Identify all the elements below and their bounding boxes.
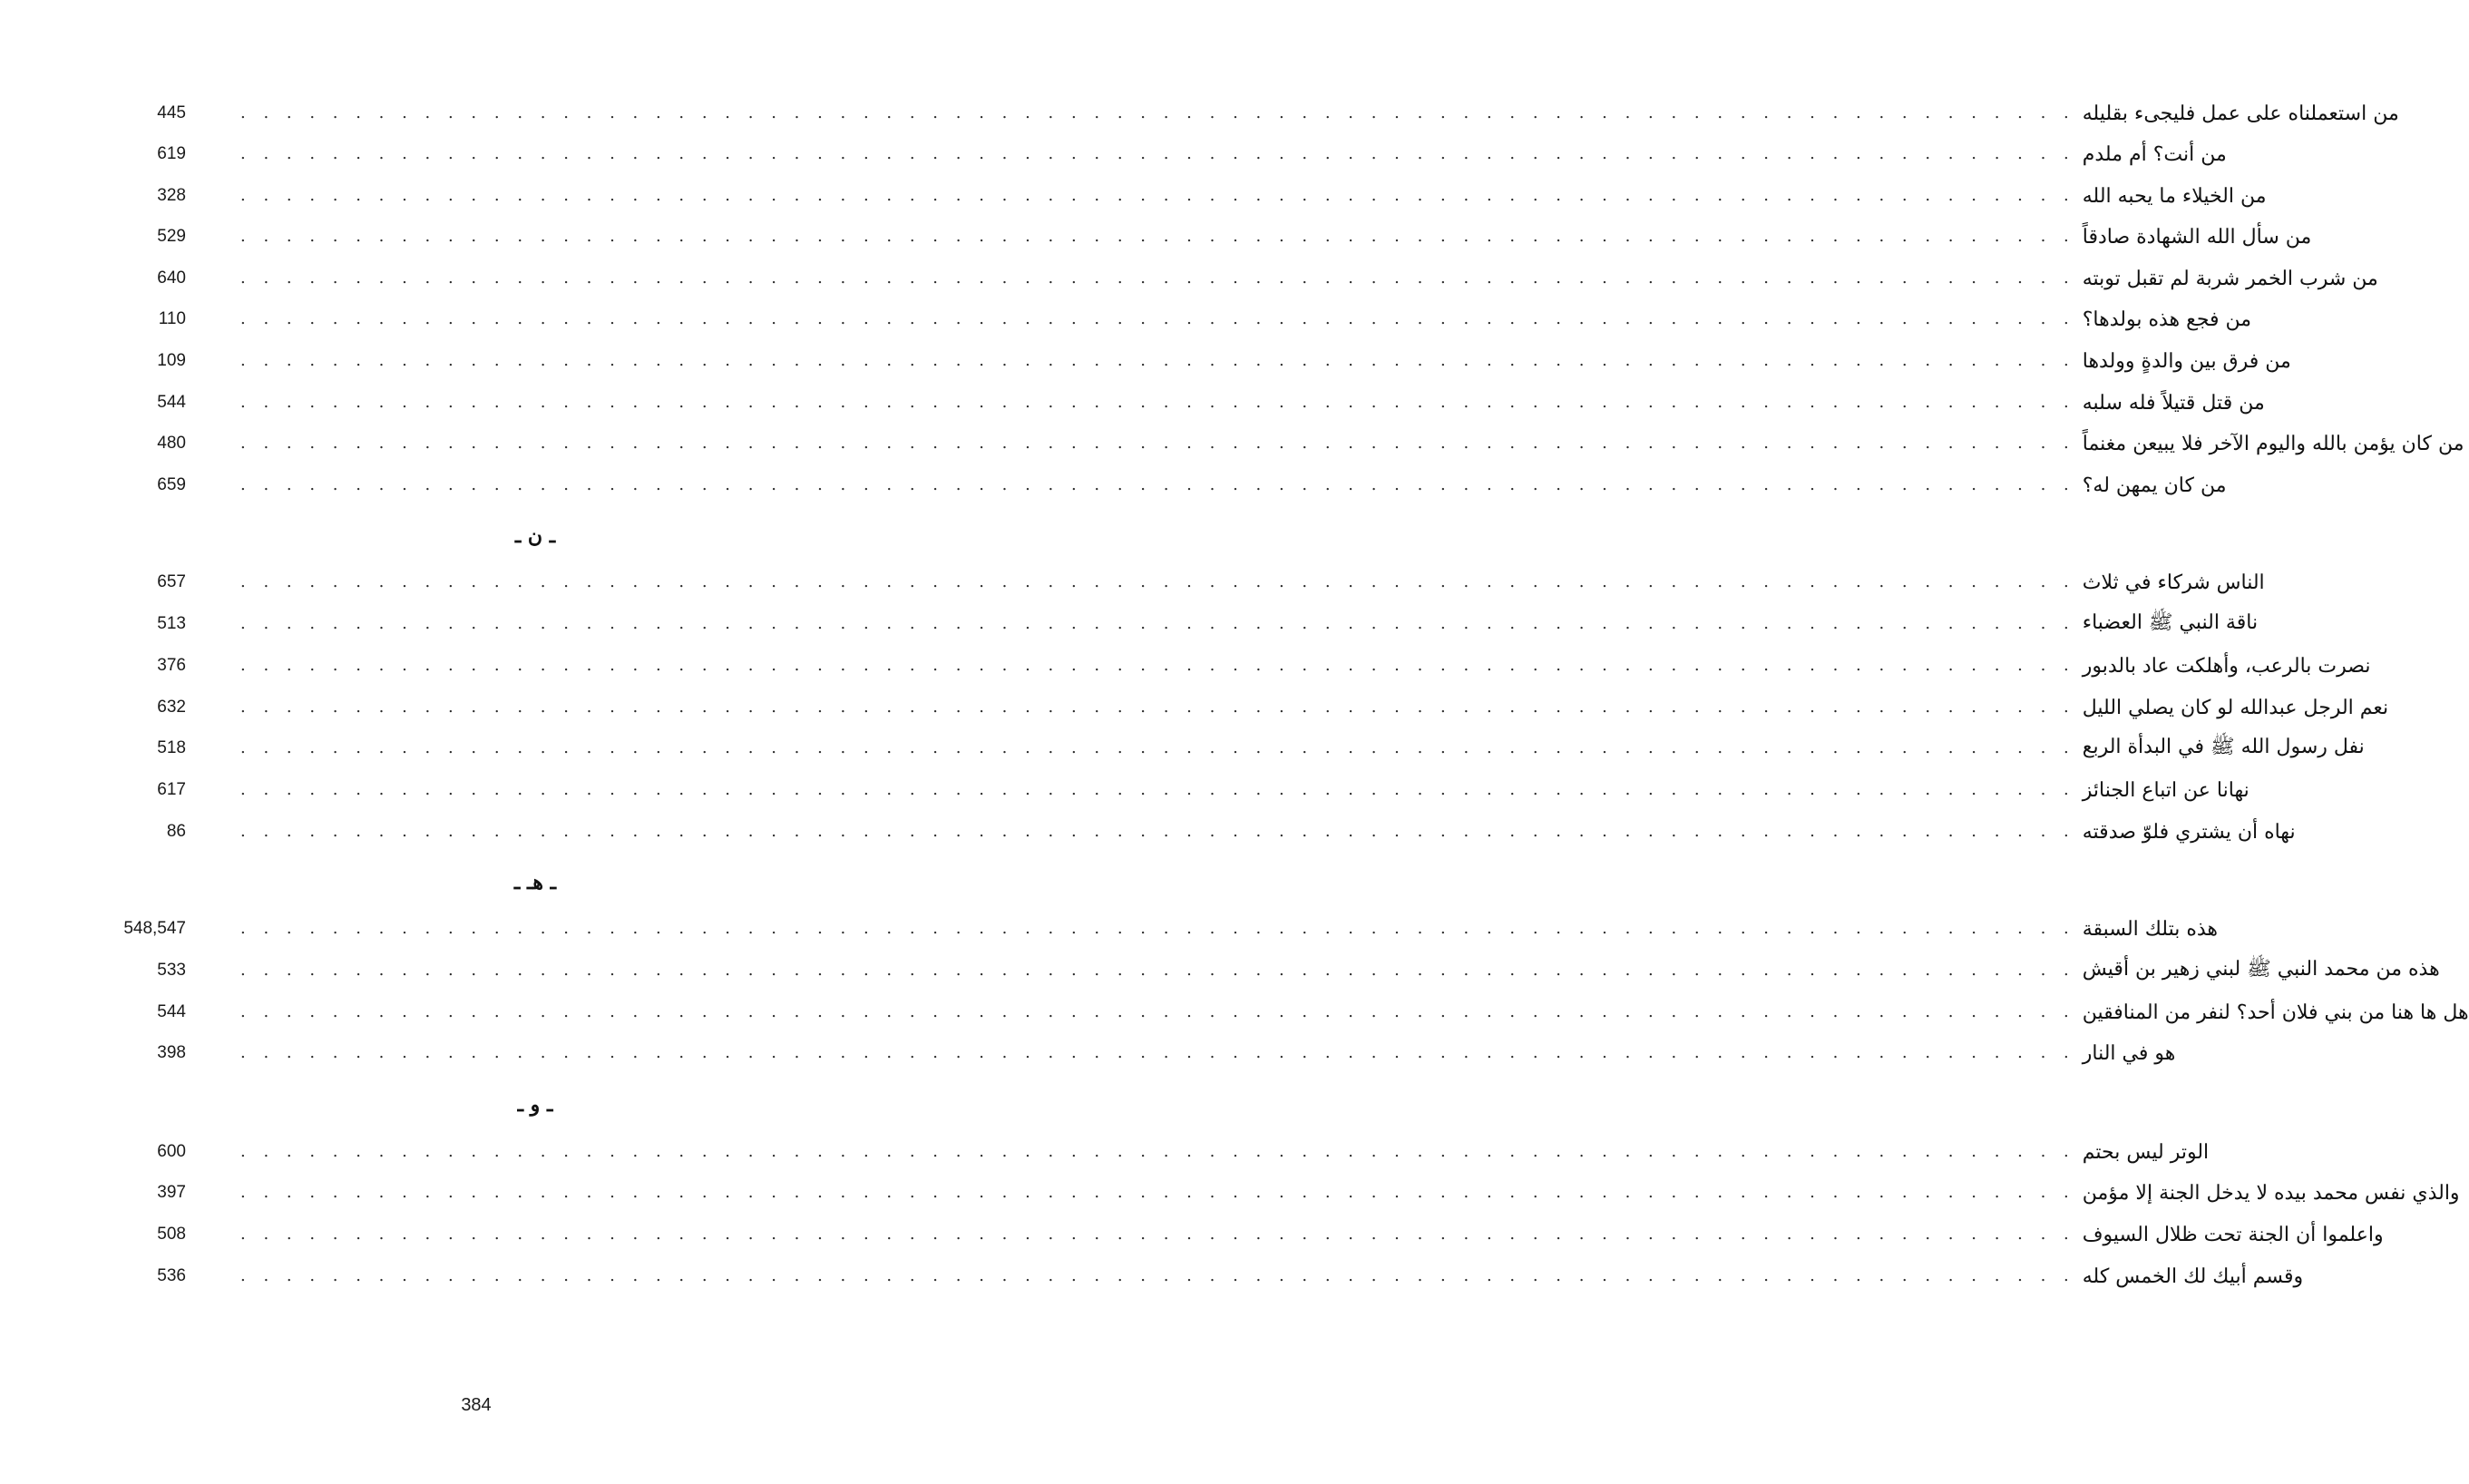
entry-page-number: 659 (157, 475, 186, 494)
entry-page-number: 600 (157, 1142, 186, 1161)
entry-text: من فجع هذه بولدها؟ (2082, 308, 2252, 331)
index-entry (86, 730, 2365, 766)
entry-text: من استعملناه على عمل فليجىء بقليله (2082, 102, 2399, 125)
dot-leader: . . . . . . . . . . . . . . . . . . . . . . . . . . . . . . . . . . . . . . . . . . . . . . . . . . . . . . . . . . . . . . . . . . . . . . . . . . . . . . . . (240, 656, 2075, 675)
entry-page-number: 480 (157, 434, 186, 453)
entry-text: من سأل الله الشهادة صادقاً (2082, 225, 2312, 249)
entry-page-number: 548,547 (123, 919, 186, 938)
dot-leader: . . . . . . . . . . . . . . . . . . . . . . . . . . . . . . . . . . . . . . . . . . . . . . . . . . . . . . . . . . . . . . . . . . . . . . . . . . . . . . . . (240, 822, 2075, 841)
entry-page-number: 110 (158, 309, 186, 328)
dot-leader: . . . . . . . . . . . . . . . . . . . . . . . . . . . . . . . . . . . . . . . . . . . . . . . . . . . . . . . . . . . . . . . . . . . . . . . . . . . . . . . . (240, 1225, 2075, 1244)
index-entry (86, 911, 2219, 947)
entry-page-number: 508 (157, 1225, 186, 1244)
entry-page-number: 536 (157, 1266, 186, 1285)
index-entry (86, 1134, 2210, 1170)
dot-leader: . . . . . . . . . . . . . . . . . . . . . . . . . . . . . . . . . . . . . . . . . . . . . . . . . . . . . . . . . . . . . . . . . . . . . . . . . . . . . . . . (240, 393, 2075, 412)
index-entry (86, 136, 2227, 172)
entry-page-number: 640 (157, 268, 186, 288)
index-entry (86, 219, 2312, 255)
index-entry (86, 1175, 2460, 1211)
entry-page-number: 518 (157, 738, 186, 757)
entry-page-number: 513 (157, 614, 186, 633)
entry-page-number: 109 (157, 351, 186, 370)
entry-text: هذه من محمد النبي ﷺ لبني زهير بن أقيش (2082, 958, 2440, 981)
dot-leader: . . . . . . . . . . . . . . . . . . . . . . . . . . . . . . . . . . . . . . . . . . . . . . . . . . . . . . . . . . . . . . . . . . . . . . . . . . . . . . . . (240, 780, 2075, 799)
entry-page-number: 376 (157, 656, 186, 675)
entry-page-number: 544 (157, 393, 186, 412)
dot-leader: . . . . . . . . . . . . . . . . . . . . . . . . . . . . . . . . . . . . . . . . . . . . . . . . . . . . . . . . . . . . . . . . . . . . . . . . . . . . . . . . (240, 738, 2075, 757)
index-entry (86, 648, 2371, 684)
dot-leader: . . . . . . . . . . . . . . . . . . . . . . . . . . . . . . . . . . . . . . . . . . . . . . . . . . . . . . . . . . . . . . . . . . . . . . . . . . . . . . . . (240, 698, 2075, 717)
entry-text: من قتل قتيلاً فله سلبه (2082, 391, 2265, 415)
entry-text: من فرق بين والدةٍ وولدها (2082, 349, 2291, 373)
entry-page-number: 328 (157, 186, 186, 205)
page-number: 384 (461, 1395, 492, 1415)
dot-leader: . . . . . . . . . . . . . . . . . . . . . . . . . . . . . . . . . . . . . . . . . . . . . . . . . . . . . . . . . . . . . . . . . . . . . . . . . . . . . . . . (240, 614, 2075, 633)
entry-page-number: 445 (157, 103, 186, 122)
dot-leader: . . . . . . . . . . . . . . . . . . . . . . . . . . . . . . . . . . . . . . . . . . . . . . . . . . . . . . . . . . . . . . . . . . . . . . . . . . . . . . . . (240, 144, 2075, 163)
entry-text: هذه بتلك السبقة (2082, 917, 2219, 941)
dot-leader: . . . . . . . . . . . . . . . . . . . . . . . . . . . . . . . . . . . . . . . . . . . . . . . . . . . . . . . . . . . . . . . . . . . . . . . . . . . . . . . . (240, 351, 2075, 370)
entry-page-number: 398 (157, 1043, 186, 1062)
index-entry (86, 425, 2464, 462)
index-entry (86, 814, 2296, 850)
entry-text: واعلموا أن الجنة تحت ظلال السيوف (2082, 1223, 2384, 1246)
index-entry (86, 1258, 2304, 1294)
dot-leader: . . . . . . . . . . . . . . . . . . . . . . . . . . . . . . . . . . . . . . . . . . . . . . . . . . . . . . . . . . . . . . . . . . . . . . . . . . . . . . . . (240, 268, 2075, 288)
dot-leader: . . . . . . . . . . . . . . . . . . . . . . . . . . . . . . . . . . . . . . . . . . . . . . . . . . . . . . . . . . . . . . . . . . . . . . . . . . . . . . . . (240, 1266, 2075, 1285)
entry-text: الوتر ليس بحتم (2082, 1140, 2210, 1164)
index-entry (86, 564, 2265, 600)
index-entry (86, 1035, 2176, 1071)
entry-page-number: 533 (157, 961, 186, 980)
dot-leader: . . . . . . . . . . . . . . . . . . . . . . . . . . . . . . . . . . . . . . . . . . . . . . . . . . . . . . . . . . . . . . . . . . . . . . . . . . . . . . . . (240, 1043, 2075, 1062)
dot-leader: . . . . . . . . . . . . . . . . . . . . . . . . . . . . . . . . . . . . . . . . . . . . . . . . . . . . . . . . . . . . . . . . . . . . . . . . . . . . . . . . (240, 919, 2075, 938)
index-entry (86, 95, 2399, 132)
index-entry (86, 689, 2389, 726)
dot-leader: . . . . . . . . . . . . . . . . . . . . . . . . . . . . . . . . . . . . . . . . . . . . . . . . . . . . . . . . . . . . . . . . . . . . . . . . . . . . . . . . (240, 475, 2075, 494)
section-header: ـ و ـ (517, 1093, 553, 1117)
entry-text: الناس شركاء في ثلاث (2082, 571, 2265, 594)
entry-text: نفل رسول الله ﷺ في البدأة الربع (2082, 736, 2365, 758)
section-header: ـ هـ ـ (513, 871, 557, 894)
entry-text: نهاه أن يشتري فلوّ صدقته (2082, 820, 2296, 844)
entry-page-number: 617 (157, 780, 186, 799)
entry-text: نعم الرجل عبدالله لو كان يصلي الليل (2082, 696, 2389, 719)
dot-leader: . . . . . . . . . . . . . . . . . . . . . . . . . . . . . . . . . . . . . . . . . . . . . . . . . . . . . . . . . . . . . . . . . . . . . . . . . . . . . . . . (240, 572, 2075, 591)
entry-text: من الخيلاء ما يحبه الله (2082, 184, 2267, 208)
dot-leader: . . . . . . . . . . . . . . . . . . . . . . . . . . . . . . . . . . . . . . . . . . . . . . . . . . . . . . . . . . . . . . . . . . . . . . . . . . . . . . . . (240, 227, 2075, 246)
index-entry (86, 606, 2259, 642)
dot-leader: . . . . . . . . . . . . . . . . . . . . . . . . . . . . . . . . . . . . . . . . . . . . . . . . . . . . . . . . . . . . . . . . . . . . . . . . . . . . . . . . (240, 1002, 2075, 1021)
index-entry (86, 994, 2469, 1030)
entry-page-number: 544 (157, 1002, 186, 1021)
index-entry (86, 385, 2265, 421)
entry-text: وقسم أبيك لك الخمس كله (2082, 1264, 2304, 1288)
entry-text: من كان يمهن له؟ (2082, 474, 2227, 497)
entry-text: من أنت؟ أم ملدم (2082, 142, 2227, 166)
dot-leader: . . . . . . . . . . . . . . . . . . . . . . . . . . . . . . . . . . . . . . . . . . . . . . . . . . . . . . . . . . . . . . . . . . . . . . . . . . . . . . . . (240, 186, 2075, 205)
entry-page-number: 632 (157, 698, 186, 717)
entry-text: من كان يؤمن بالله واليوم الآخر فلا يبيعن مغنماً (2082, 432, 2464, 455)
dot-leader: . . . . . . . . . . . . . . . . . . . . . . . . . . . . . . . . . . . . . . . . . . . . . . . . . . . . . . . . . . . . . . . . . . . . . . . . . . . . . . . . (240, 1142, 2075, 1161)
dot-leader: . . . . . . . . . . . . . . . . . . . . . . . . . . . . . . . . . . . . . . . . . . . . . . . . . . . . . . . . . . . . . . . . . . . . . . . . . . . . . . . . (240, 309, 2075, 328)
index-entry (86, 178, 2267, 214)
index-entry (86, 343, 2291, 379)
entry-page-number: 619 (157, 144, 186, 163)
entry-page-number: 657 (157, 572, 186, 591)
index-entry (86, 301, 2252, 337)
dot-leader: . . . . . . . . . . . . . . . . . . . . . . . . . . . . . . . . . . . . . . . . . . . . . . . . . . . . . . . . . . . . . . . . . . . . . . . . . . . . . . . . (240, 1183, 2075, 1202)
entry-text: من شرب الخمر شربة لم تقبل توبته (2082, 267, 2378, 290)
entry-text: ناقة النبي ﷺ العضباء (2082, 611, 2259, 634)
index-entry (86, 772, 2249, 808)
entry-page-number: 86 (166, 822, 186, 841)
entry-text: هو في النار (2082, 1041, 2176, 1065)
entry-text: والذي نفس محمد بيده لا يدخل الجنة إلا مؤمن (2082, 1181, 2460, 1205)
entry-text: نصرت بالرعب، وأهلكت عاد بالدبور (2082, 654, 2371, 678)
section-header: ـ ن ـ (514, 524, 556, 548)
index-entry (86, 1216, 2384, 1253)
dot-leader: . . . . . . . . . . . . . . . . . . . . . . . . . . . . . . . . . . . . . . . . . . . . . . . . . . . . . . . . . . . . . . . . . . . . . . . . . . . . . . . . (240, 434, 2075, 453)
index-entry (86, 952, 2440, 989)
dot-leader: . . . . . . . . . . . . . . . . . . . . . . . . . . . . . . . . . . . . . . . . . . . . . . . . . . . . . . . . . . . . . . . . . . . . . . . . . . . . . . . . (240, 961, 2075, 980)
entry-page-number: 529 (157, 227, 186, 246)
entry-text: نهانا عن اتباع الجنائز (2082, 778, 2249, 802)
entry-text: هل ها هنا من بني فلان أحد؟ لنفر من المنافقين (2082, 1001, 2469, 1024)
index-entry (86, 260, 2378, 297)
entry-page-number: 397 (157, 1183, 186, 1202)
index-entry (86, 467, 2227, 503)
dot-leader: . . . . . . . . . . . . . . . . . . . . . . . . . . . . . . . . . . . . . . . . . . . . . . . . . . . . . . . . . . . . . . . . . . . . . . . . . . . . . . . . (240, 103, 2075, 122)
